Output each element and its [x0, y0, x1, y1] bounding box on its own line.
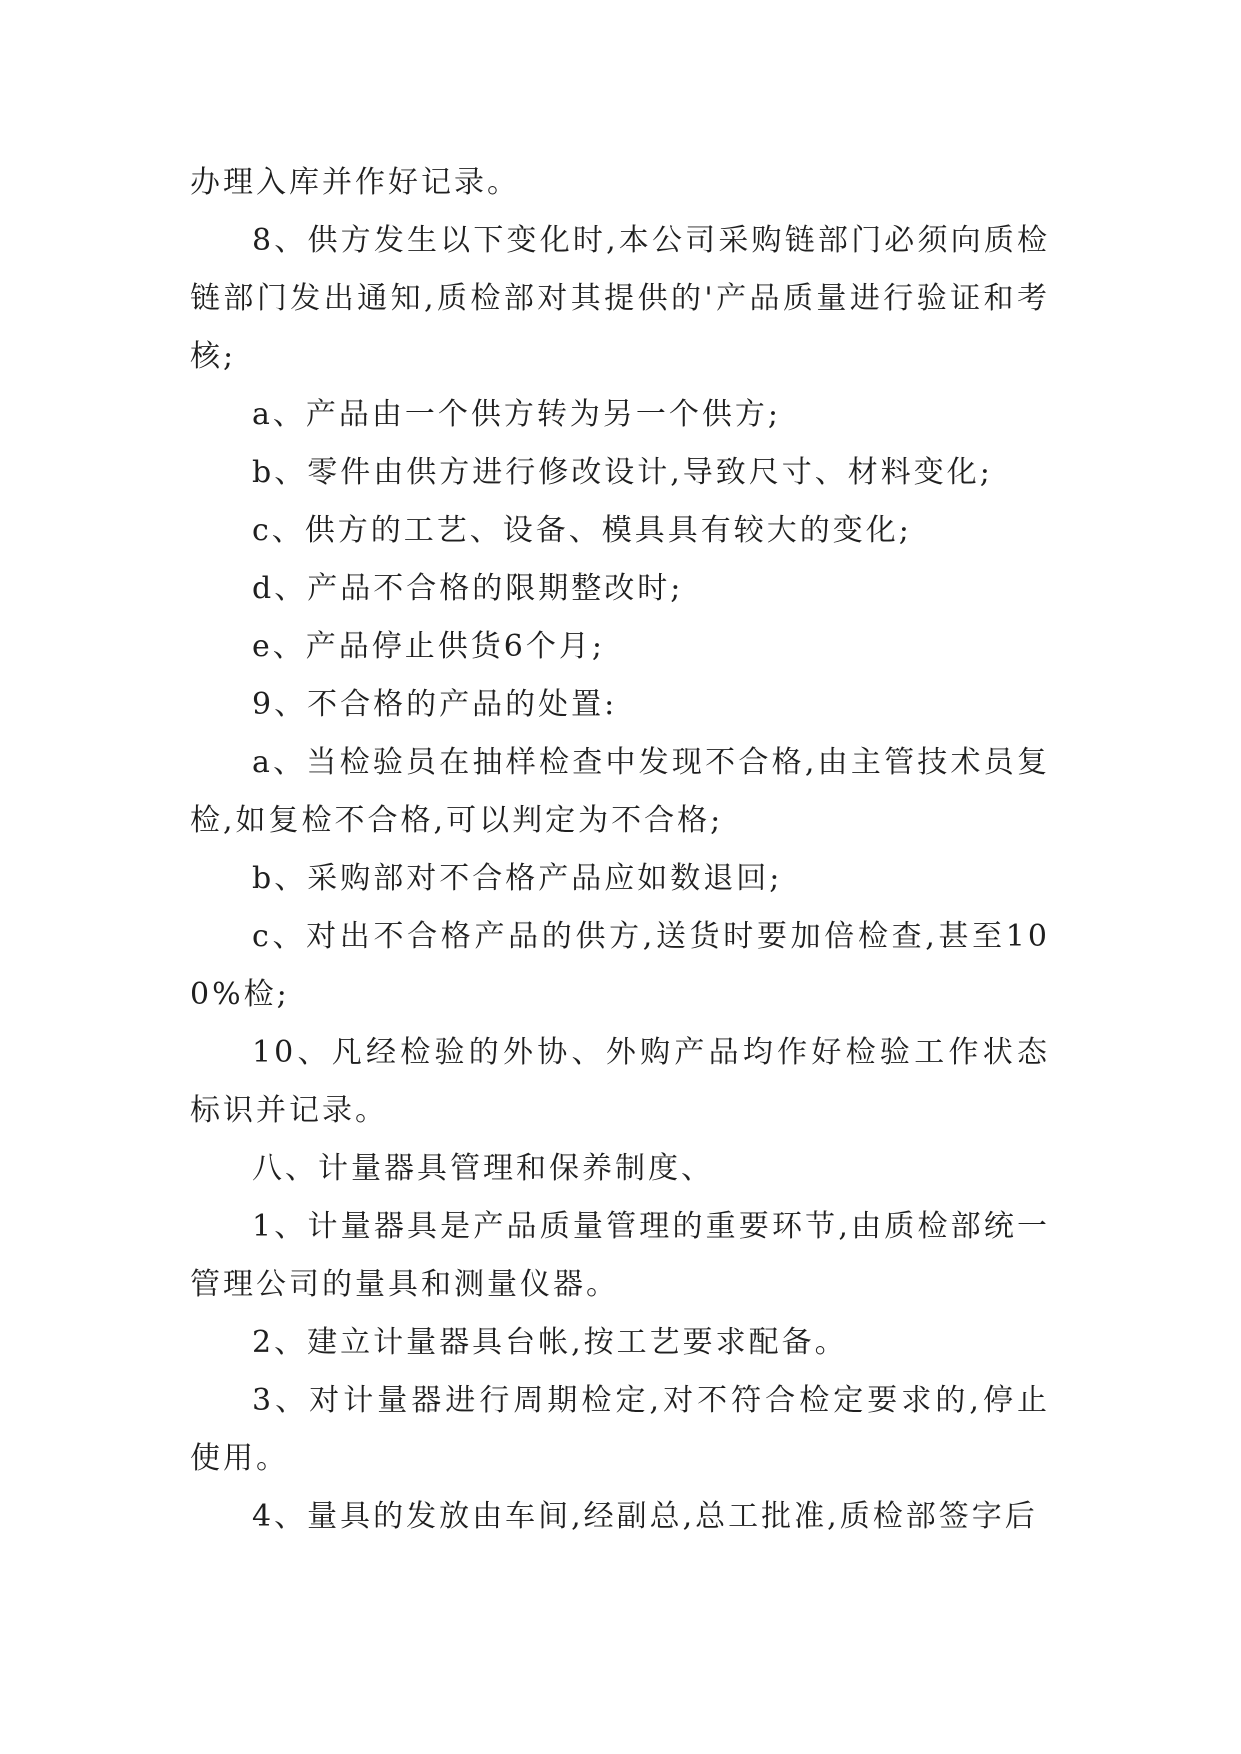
paragraph-section-8-item-2: 2、建立计量器具台帐,按工艺要求配备。 — [252, 1325, 848, 1360]
paragraph-item-8d: d、产品不合格的限期整改时; — [252, 571, 684, 606]
paragraph-item-10: 10、凡经检验的外协、外购产品均作好检验工作状态标识并记录。 — [190, 1035, 1050, 1128]
paragraph-section-8-item-4: 4、量具的发放由车间,经副总,总工批准,质检部签字后 — [252, 1499, 1038, 1534]
paragraph-item-9b: b、采购部对不合格产品应如数退回; — [252, 861, 783, 896]
paragraph-item-8c: c、供方的工艺、设备、模具具有较大的变化; — [252, 513, 912, 548]
paragraph-section-8-item-1: 1、计量器具是产品质量管理的重要环节,由质检部统一管理公司的量具和测量仪器。 — [190, 1209, 1050, 1302]
paragraph-item-8a: a、产品由一个供方转为另一个供方; — [252, 397, 781, 432]
section-heading-8: 八、计量器具管理和保养制度、 — [252, 1151, 714, 1186]
document-body — [190, 154, 1050, 1546]
paragraph-item-8b: b、零件由供方进行修改设计,导致尺寸、材料变化; — [252, 455, 993, 490]
paragraph-item-8e: e、产品停止供货6个月; — [252, 629, 605, 664]
paragraph-item-8: 8、供方发生以下变化时,本公司采购链部门必须向质检链部门发出通知,质检部对其提供的'产品质量进行验证和考核; — [190, 223, 1050, 374]
paragraph-item-9: 9、不合格的产品的处置: — [252, 687, 618, 722]
paragraph-storage-record: 办理入库并作好记录。 — [190, 165, 520, 200]
paragraph-item-9a: a、当检验员在抽样检查中发现不合格,由主管技术员复检,如复检不合格,可以判定为不合格; — [190, 745, 1050, 838]
paragraph-item-9c: c、对出不合格产品的供方,送货时要加倍检查,甚至100%检; — [190, 919, 1050, 1012]
paragraph-section-8-item-3: 3、对计量器进行周期检定,对不符合检定要求的,停止使用。 — [190, 1383, 1050, 1476]
